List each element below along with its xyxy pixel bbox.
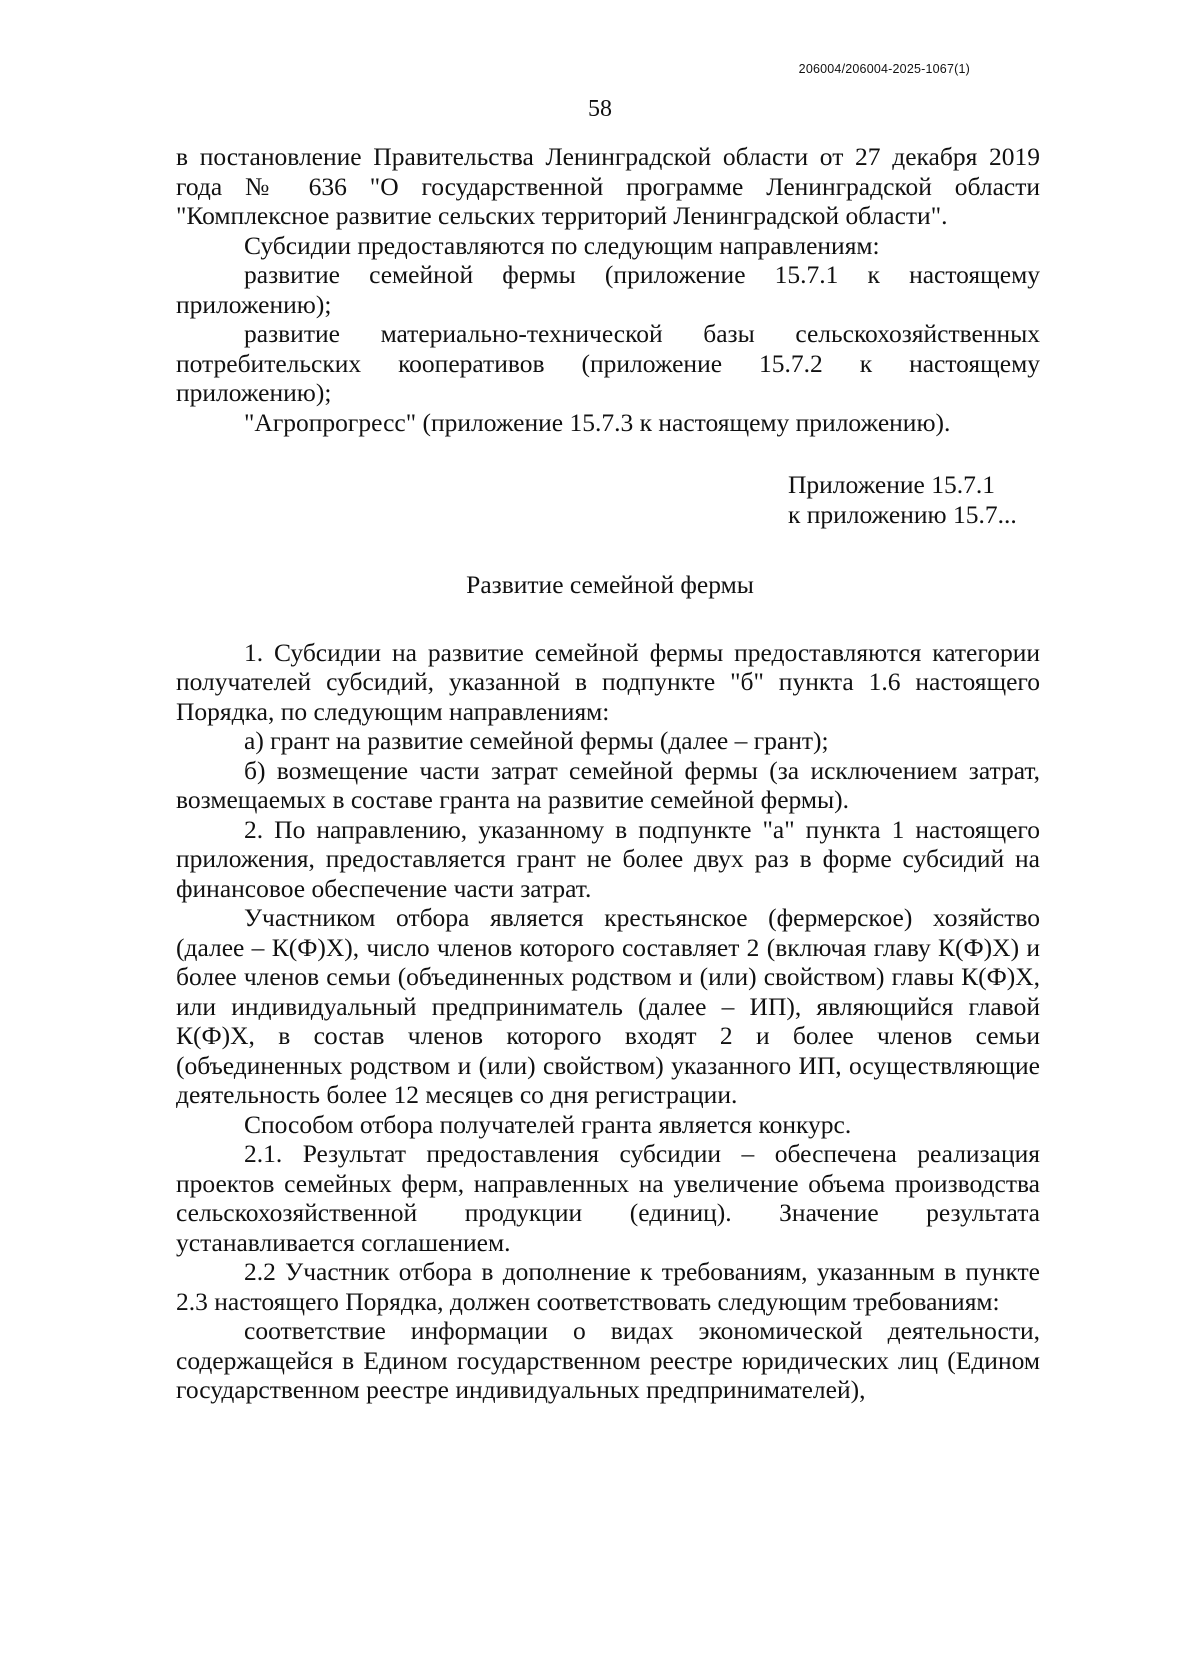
paragraph-1-b: б) возмещение части затрат семейной фермы (за исключением затрат, возмещаемых в составе гранта на развитие семейной фермы).: [176, 755, 1040, 814]
paragraph-2-2: 2.2 Участник отбора в дополнение к требованиям, указанным в пункте 2.3 настоящего Порядка, должен соответствовать следующим требованиям:: [176, 1257, 1040, 1316]
section-title: Развитие семейной фермы: [466, 570, 754, 599]
paragraph-2-participant: Участником отбора является крестьянское (фермерское) хозяйство (далее – К(Ф)Х), число членов которого составляет 2 (включая главу К(Ф)Х) и более членов семьи (объединенных родством и (или) свойством) главы К(Ф)Х, или индивидуальный предприниматель (далее – ИП), являющийся главой К(Ф)Х, в состав членов которого входят 2 и более членов семьи (объединенных родством и (или) свойством) указанного ИП, осуществляющие деятельность более 12 месяцев со дня регистрации.: [176, 903, 1040, 1109]
paragraph-1: 1. Субсидии на развитие семейной фермы предоставляются категории получателей субсидий, указанной в подпункте "б" пункта 1.6 настоящего Порядка, по следующим направлениям:: [176, 637, 1040, 726]
document-body: [176, 142, 1040, 1405]
appendix-reference: [176, 470, 1040, 530]
document-id: 206004/206004-2025-1067(1): [798, 62, 970, 76]
paragraph-2-1: 2.1. Результат предоставления субсидии – обеспечена реализация проектов семейных ферм, направленных на увеличение объема производства сельскохозяйственной продукции (единиц). Значение результата устанавливается соглашением.: [176, 1139, 1040, 1257]
directions-intro: Субсидии предоставляются по следующим направлениям:: [244, 230, 880, 260]
intro-paragraph: в постановление Правительства Ленинградской области от 27 декабря 2019 года № 636 "О государственной программе Ленинградской области "Комплексное развитие сельских территорий Ленинградской области".: [176, 142, 1040, 230]
appendix-line-2: к приложению 15.7...: [788, 500, 1017, 529]
paragraph-1-a: а) грант на развитие семейной фермы (далее – грант);: [244, 726, 829, 755]
direction-item-1: развитие семейной фермы (приложение 15.7.1 к настоящему приложению);: [176, 260, 1040, 319]
paragraph-2: 2. По направлению, указанному в подпункте "а" пункта 1 настоящего приложения, предоставляется грант не более двух раз в форме субсидий на финансовое обеспечение части затрат.: [176, 814, 1040, 903]
paragraph-2-2-requirement: соответствие информации о видах экономической деятельности, содержащейся в Едином государственном реестре юридических лиц (Едином государственном реестре индивидуальных предпринимателей),: [176, 1316, 1040, 1404]
page-number: 58: [588, 96, 612, 122]
direction-item-3: "Агропрогресс" (приложение 15.7.3 к настоящему приложению).: [244, 407, 951, 437]
appendix-line-1: Приложение 15.7.1: [788, 470, 995, 499]
paragraph-2-selection: Способом отбора получателей гранта является конкурс.: [244, 1109, 852, 1139]
direction-item-2: развитие материально-технической базы сельскохозяйственных потребительских кооперативов (приложение 15.7.2 к настоящему приложению);: [176, 319, 1040, 407]
